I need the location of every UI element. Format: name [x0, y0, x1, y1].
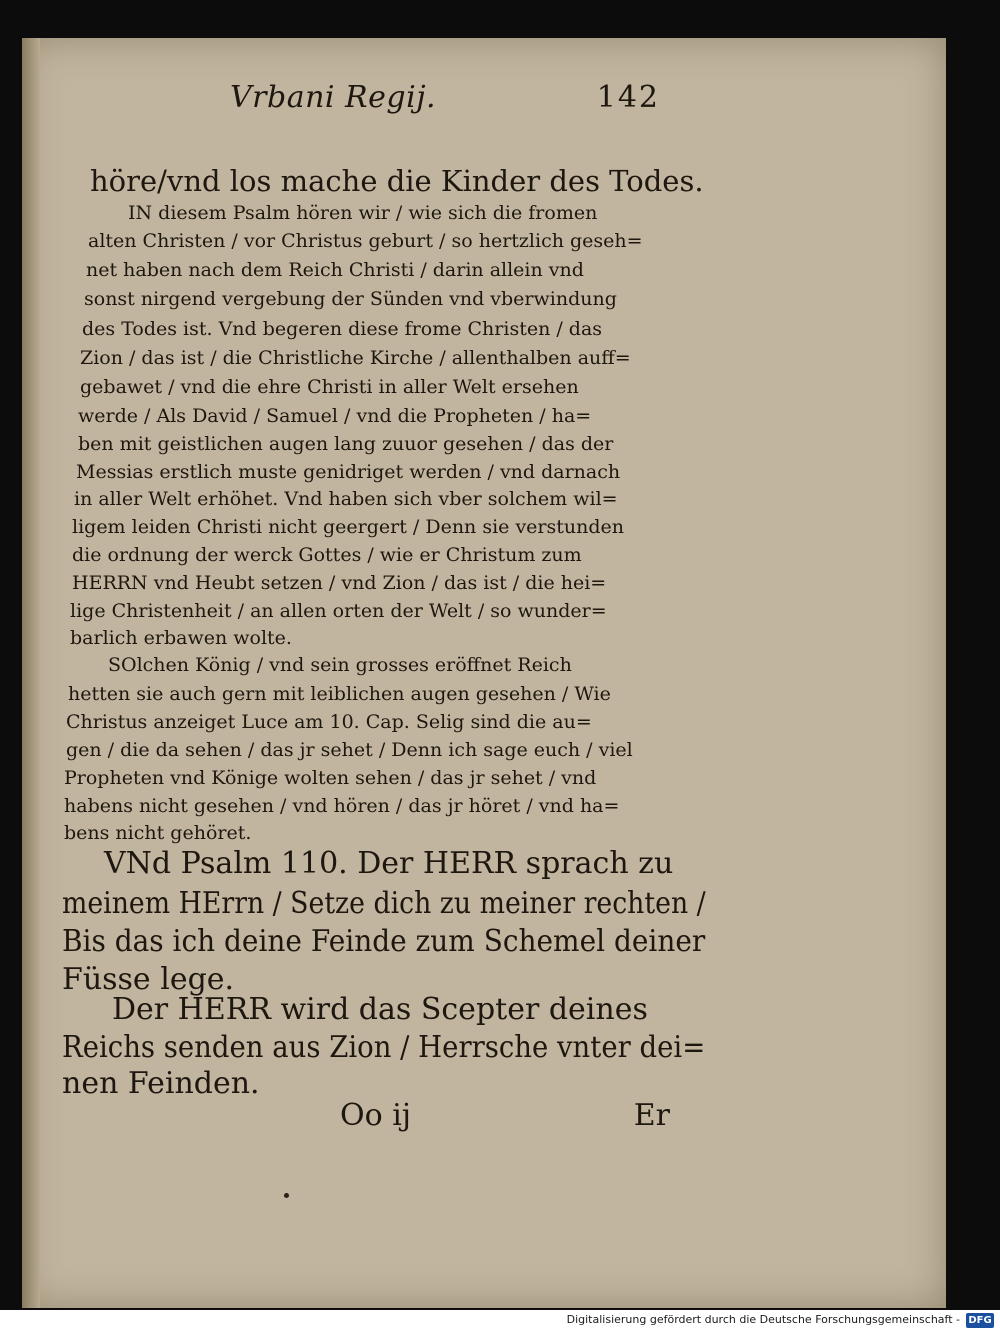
page-gutter-edge — [22, 38, 40, 1308]
text-line: ligem leiden Christi nicht geergert / Denn sie verstunden — [72, 516, 625, 538]
text-line: höre/vnd los mache die Kinder des Todes. — [90, 164, 704, 198]
page-header — [230, 80, 660, 126]
ink-speck — [284, 1193, 289, 1198]
text-line: Propheten vnd Könige wolten sehen / das jr sehet / vnd — [64, 767, 597, 789]
text-line: Der HERR wird das Scepter deines — [112, 992, 648, 1027]
signature-mark: Oo ij — [340, 1098, 412, 1133]
text-line: meinem HErrn / Setze dich zu meiner rechten / — [62, 886, 706, 921]
text-line: hetten sie auch gern mit leiblichen augen gesehen / Wie — [68, 683, 611, 705]
page-number: 142 — [596, 80, 660, 115]
funding-notice: Digitalisierung gefördert durch die Deutsche Forschungsgemeinschaft - — [566, 1313, 960, 1326]
text-line: des Todes ist. Vnd begeren diese frome Christen / das — [82, 318, 603, 340]
text-line: nen Feinden. — [62, 1066, 260, 1101]
text-line: ben mit geistlichen augen lang zuuor gesehen / das der — [78, 433, 614, 455]
running-head: Vrbani Regij. — [230, 80, 437, 115]
text-line: alten Christen / vor Christus geburt / so hertzlich geseh= — [88, 230, 643, 252]
text-line: bens nicht gehöret. — [64, 822, 252, 844]
text-line: barlich erbawen wolte. — [70, 627, 292, 649]
dfg-logo[interactable]: DFG — [966, 1313, 994, 1328]
page-foot — [340, 1098, 670, 1140]
funding-footer — [0, 1310, 1000, 1333]
text-line: gen / die da sehen / das jr sehet / Denn ich sage euch / viel — [66, 739, 633, 761]
text-line: Christus anzeiget Luce am 10. Cap. Selig sind die au= — [66, 711, 592, 733]
text-line: SOlchen König / vnd sein grosses eröffnet Reich — [108, 654, 572, 676]
text-line: IN diesem Psalm hören wir / wie sich die fromen — [128, 202, 598, 224]
text-line: sonst nirgend vergebung der Sünden vnd vberwindung — [84, 288, 617, 310]
text-line: habens nicht gesehen / vnd hören / das jr höret / vnd ha= — [64, 795, 620, 817]
text-line: Bis das ich deine Feinde zum Schemel deiner — [62, 924, 706, 959]
text-line: VNd Psalm 110. Der HERR sprach zu — [104, 846, 674, 881]
text-line: in aller Welt erhöhet. Vnd haben sich vber solchem wil= — [74, 488, 618, 510]
text-line: werde / Als David / Samuel / vnd die Propheten / ha= — [78, 405, 592, 427]
catchword: Er — [633, 1098, 670, 1133]
text-line: HERRN vnd Heubt setzen / vnd Zion / das ist / die hei= — [72, 572, 607, 594]
text-line: Füsse lege. — [62, 962, 235, 997]
text-line: Reichs senden aus Zion / Herrsche vnter dei= — [62, 1030, 706, 1065]
text-line: Messias erstlich muste genidriget werden / vnd darnach — [76, 461, 621, 483]
text-line: die ordnung der werck Gottes / wie er Christum zum — [72, 544, 582, 566]
text-line: net haben nach dem Reich Christi / darin allein vnd — [86, 259, 584, 281]
text-line: lige Christenheit / an allen orten der Welt / so wunder= — [70, 600, 607, 622]
text-line: gebawet / vnd die ehre Christi in aller Welt ersehen — [80, 376, 579, 398]
text-line: Zion / das ist / die Christliche Kirche / allenthalben auff= — [80, 347, 631, 369]
